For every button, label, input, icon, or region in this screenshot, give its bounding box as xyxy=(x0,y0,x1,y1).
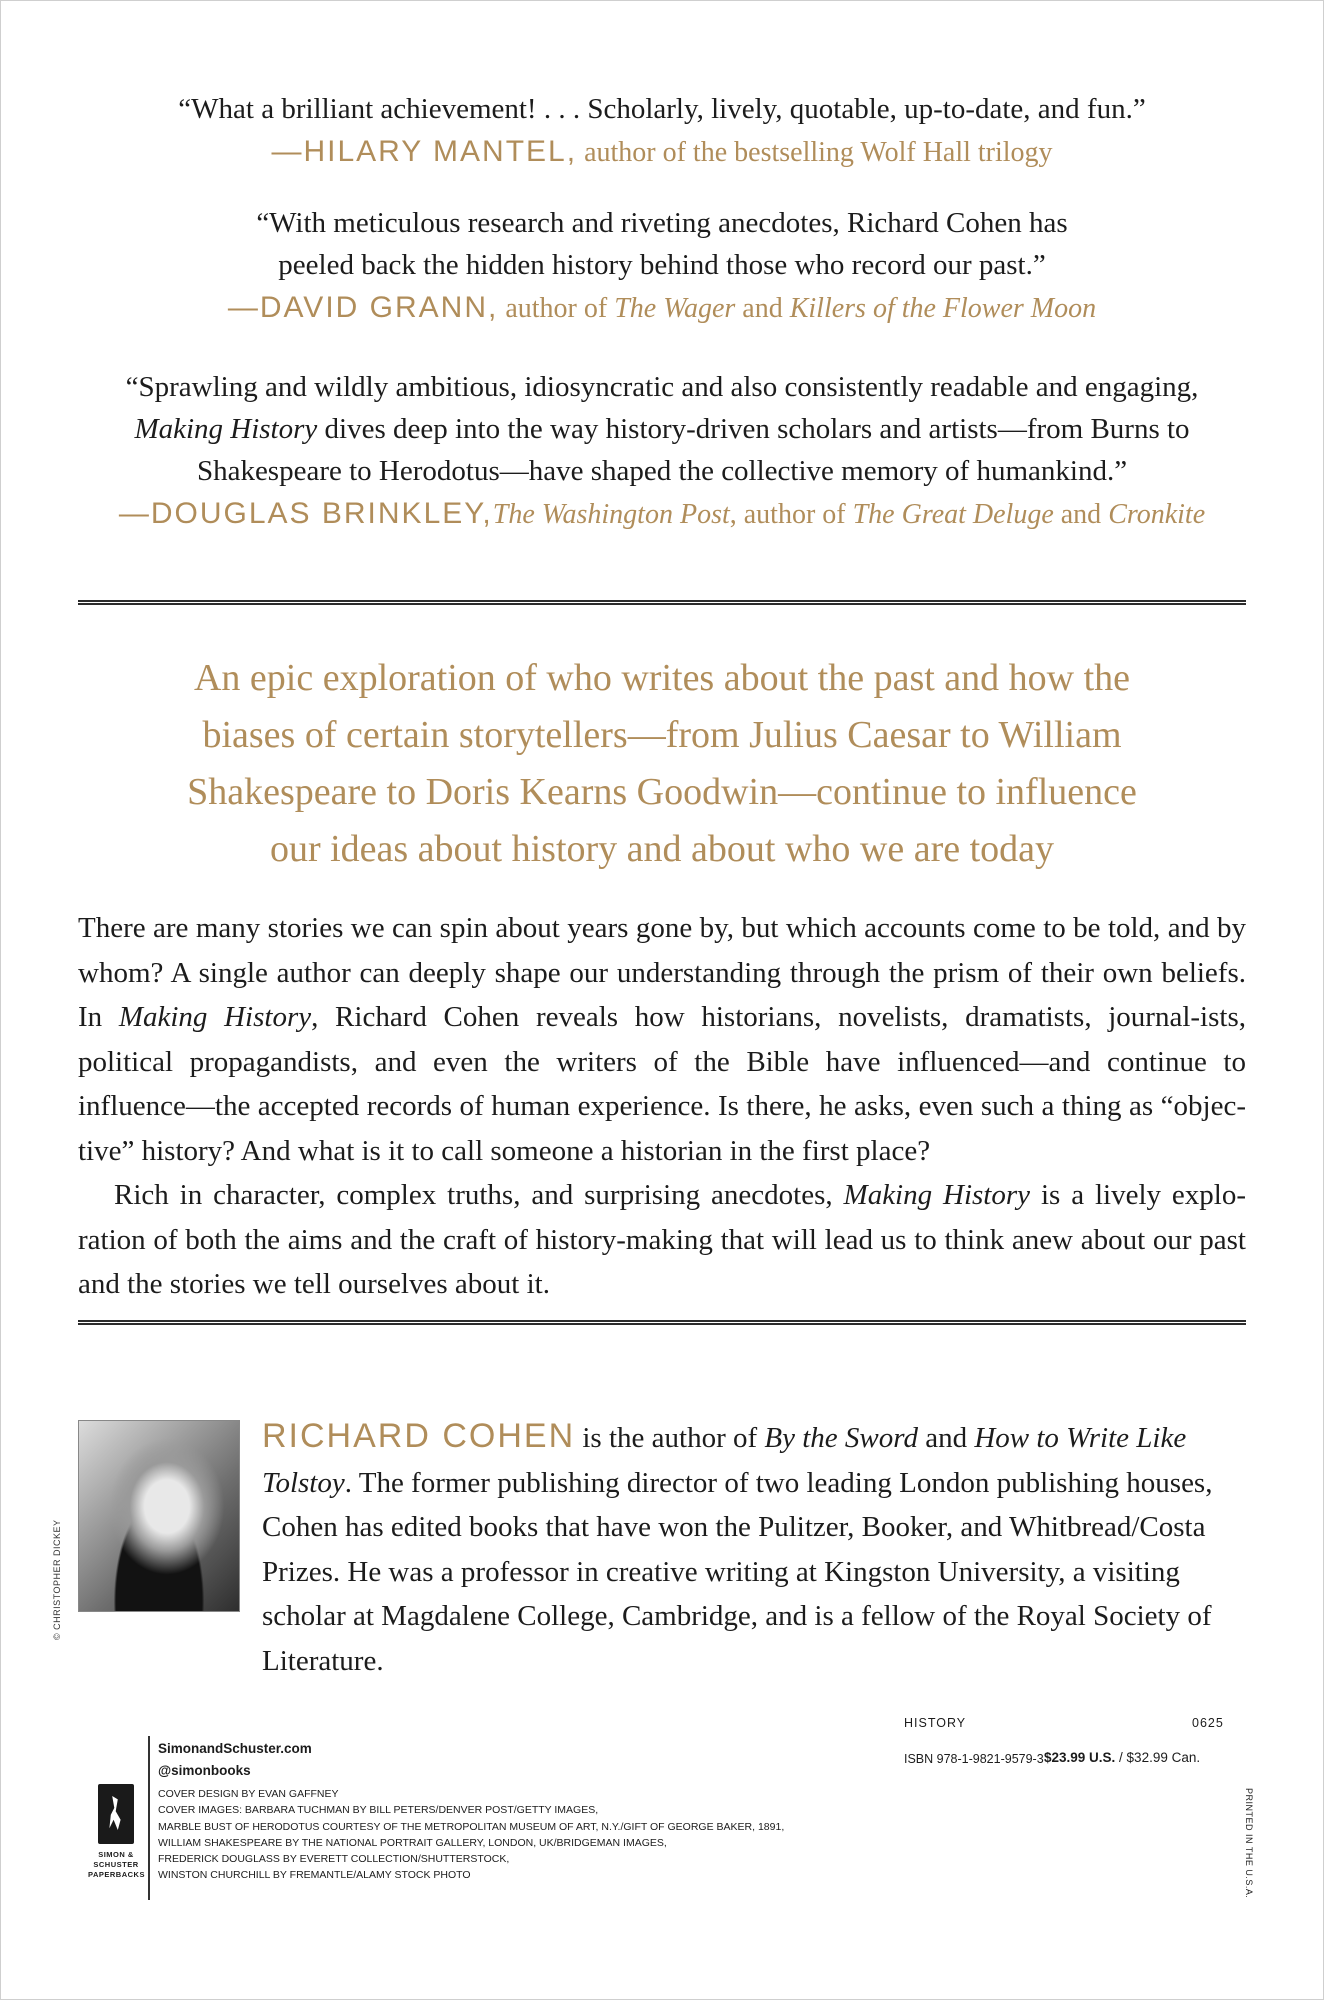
publication-title: The Washington Post xyxy=(492,499,730,530)
praise-quote-3 xyxy=(60,366,1264,537)
text-part: . The former publishing director of two leading London publishing houses, Cohen has edited books that have won the Pulitzer, Booker, and Whitbread/Costa Prizes. He was a professor in creative writing at Kingston University, a visiting scholar at Magdalene College, Cambridge, and is a fellow of the Royal Society of Literature. xyxy=(262,1466,1213,1677)
price xyxy=(1044,1750,1200,1765)
attribution-name: —DAVID GRANN, xyxy=(227,291,499,324)
isbn: ISBN 978-1-9821-9579-3 xyxy=(904,1752,1044,1766)
photo-credit: © CHRISTOPHER DICKEY xyxy=(52,1519,62,1640)
headline-line: Shakespeare to Doris Kearns Goodwin—continue to influence xyxy=(187,771,1137,813)
attribution-role: and xyxy=(1053,499,1109,530)
credit-line: WILLIAM SHAKESPEARE BY THE NATIONAL PORTRAIT GALLERY, LONDON, UK/BRIDGEMAN IMAGES, xyxy=(158,1836,667,1849)
description-paragraph xyxy=(78,1173,1246,1307)
book-title: The Great Deluge xyxy=(852,499,1054,530)
price-us: $23.99 U.S. xyxy=(1044,1750,1116,1765)
attribution-role: and xyxy=(735,293,790,324)
quote-text: peeled back the hidden history behind those who record our past.” xyxy=(278,249,1046,281)
praise-quote-2 xyxy=(60,202,1264,331)
publisher-logo-icon xyxy=(98,1784,134,1844)
price-can: / $32.99 Can. xyxy=(1115,1750,1201,1765)
quote-attribution xyxy=(60,286,1264,331)
book-title: Making History xyxy=(118,1001,312,1033)
attribution-name: —HILARY MANTEL, xyxy=(271,135,578,168)
author-photo xyxy=(78,1420,240,1612)
quote-text: “What a brilliant achievement! . . . Scholarly, lively, quotable, up-to-date, and fun.” xyxy=(178,93,1146,125)
imprint-line: SCHUSTER xyxy=(93,1860,139,1869)
text-part: There are many stories we can spin about years gone by, but which accounts come to be told, and by whom? A single author can deeply shape our understanding through the prism of their own beliefs. In xyxy=(78,912,1246,1033)
cover-credits xyxy=(158,1786,784,1884)
quote-text: “With meticulous research and riveting anecdotes, Richard Cohen has xyxy=(256,207,1068,239)
quote-attribution xyxy=(60,492,1264,537)
author-name: RICHARD COHEN xyxy=(262,1417,576,1455)
publisher-links xyxy=(158,1738,312,1782)
headline xyxy=(90,650,1234,878)
attribution-role: author of the bestselling Wolf Hall trilogy xyxy=(577,137,1053,168)
double-rule-divider xyxy=(78,1320,1246,1325)
text-part: Rich in character, complex truths, and surprising anecdotes, xyxy=(114,1179,844,1211)
quote-text-part: dives deep into the way history-driven scholars and artists—from Burns to xyxy=(317,413,1190,445)
text-part: and xyxy=(917,1422,975,1454)
imprint-line: PAPERBACKS xyxy=(88,1870,145,1879)
headline-line: An epic exploration of who writes about the past and how the xyxy=(193,657,1131,699)
text-part: is a lively explo-ration of both the aims and the craft of history-making that will lead us to think anew about our past and the stories we tell ourselves about it. xyxy=(78,1179,1247,1300)
footer-divider xyxy=(148,1736,150,1900)
date-code: 0625 xyxy=(1192,1716,1224,1730)
book-title: Cronkite xyxy=(1108,499,1206,530)
credit-line: MARBLE BUST OF HERODOTUS COURTESY OF THE METROPOLITAN MUSEUM OF ART, N.Y./GIFT OF GEORGE BAKER, 1891, xyxy=(158,1820,785,1833)
credit-line: COVER IMAGES: BARBARA TUCHMAN BY BILL PETERS/DENVER POST/GETTY IMAGES, xyxy=(158,1804,599,1817)
credit-line: WINSTON CHURCHILL BY FREMANTLE/ALAMY STOCK PHOTO xyxy=(158,1869,471,1882)
praise-quote-1 xyxy=(60,88,1264,175)
website-link: SimonandSchuster.com xyxy=(158,1741,312,1756)
quote-text: Shakespeare to Herodotus—have shaped the collective memory of humankind.” xyxy=(196,455,1128,487)
credit-line: FREDERICK DOUGLASS BY EVERETT COLLECTION/SHUTTERSTOCK, xyxy=(158,1853,510,1866)
book-title: Making History xyxy=(134,413,318,445)
imprint-line: SIMON & xyxy=(98,1850,134,1859)
book-title: Making History xyxy=(843,1179,1031,1211)
book-title: Killers of the Flower Moon xyxy=(789,293,1097,324)
book-title: How to Write Like Tolstoy xyxy=(262,1422,1187,1499)
headline-line: biases of certain storytellers—from Julius Caesar to William xyxy=(202,714,1122,756)
double-rule-divider xyxy=(78,600,1246,605)
headline-line: our ideas about history and about who we are today xyxy=(269,828,1055,870)
category-label: HISTORY xyxy=(904,1716,967,1730)
text-part: , Richard Cohen reveals how historians, novelists, dramatists, journal-ists, political propagandists, and even the writers of the Bible have influenced—and continue to influence—the accepted records of human experience. Is there, he asks, even such a thing as “objec-tive” history? And what is it to call someone a historian in the first place? xyxy=(78,1001,1246,1167)
quote-text: “Sprawling and wildly ambitious, idiosyncratic and also consistently readable and engaging, xyxy=(125,371,1199,403)
attribution-role: author of xyxy=(498,293,615,324)
printed-in-label: PRINTED IN THE U.S.A. xyxy=(1244,1788,1254,1899)
attribution-role: , author of xyxy=(729,499,853,530)
quote-text xyxy=(60,408,1264,450)
social-handle: @simonbooks xyxy=(158,1763,251,1778)
book-description xyxy=(78,906,1246,1307)
book-title: By the Sword xyxy=(764,1422,918,1454)
credit-line: COVER DESIGN BY EVAN GAFFNEY xyxy=(158,1788,339,1800)
quote-attribution xyxy=(60,130,1264,175)
book-title: The Wager xyxy=(614,293,736,324)
publisher-imprint xyxy=(88,1850,144,1880)
attribution-name: —DOUGLAS BRINKLEY, xyxy=(118,497,493,530)
text-part: is the author of xyxy=(575,1422,765,1454)
description-paragraph xyxy=(78,906,1246,1173)
author-bio xyxy=(262,1414,1246,1683)
